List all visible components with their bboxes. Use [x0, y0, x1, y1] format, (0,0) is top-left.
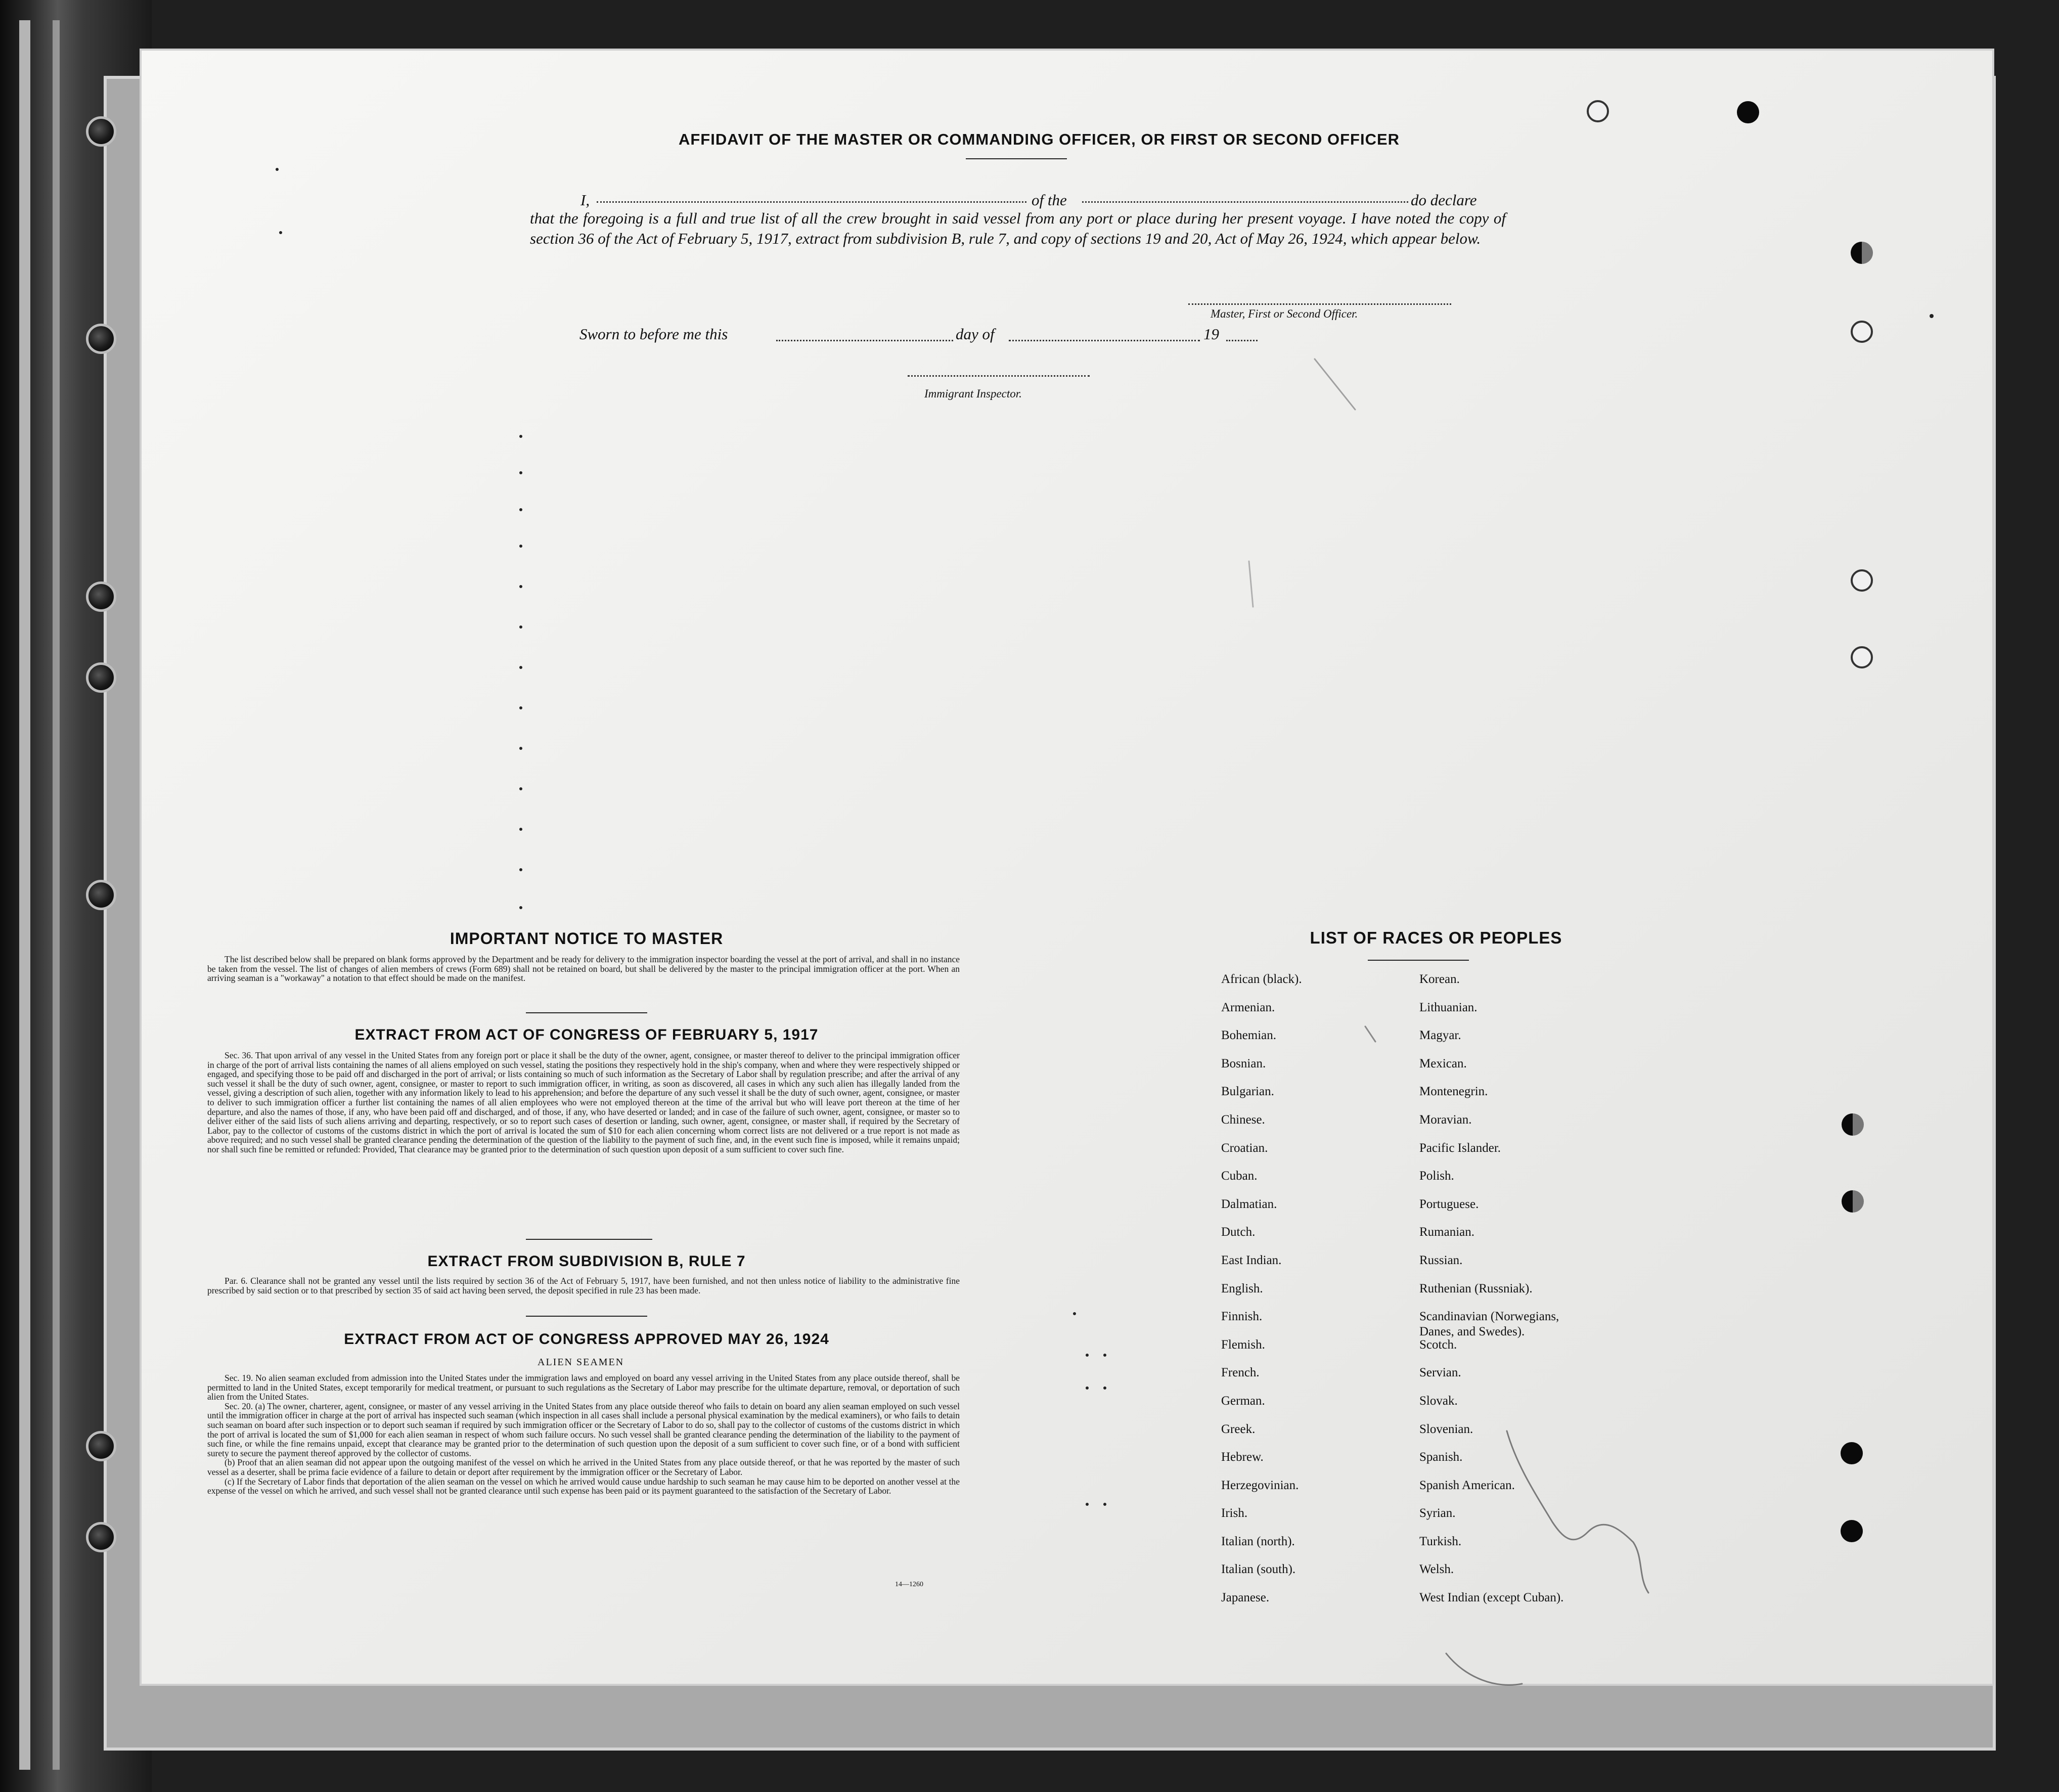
race-item: Ruthenian (Russniak). — [1419, 1281, 1533, 1295]
sec-20b-paragraph: (b) Proof that an alien seaman did not appear upon the outgoing manifest of the vessel on which he arrived in the United States from any place outside thereof, or that he was reported by the master of such vessel as a deserter, shall be prima facie evidence of a failure to detain or deport after requirement by the immigration officer or the Secretary of Labor. — [207, 1457, 960, 1477]
race-item: Turkish. — [1419, 1534, 1462, 1548]
extract-1917-title: EXTRACT FROM ACT OF CONGRESS OF FEBRUARY 5, 1917 — [354, 1026, 819, 1043]
race-item: Cuban. — [1221, 1169, 1258, 1183]
race-item: Bulgarian. — [1221, 1085, 1274, 1099]
race-item: Pacific Islander. — [1419, 1141, 1501, 1155]
par-6-paragraph: Par. 6. Clearance shall not be granted any vessel until the lists required by section 36 of the Act of February 5, 1917, have been furnished, and not then unless notice of liability to the administrative fine prescribed by said section or to that prescribed by section 35 of said act having been served, the deposit specified in rule 23 has been made. — [207, 1276, 960, 1295]
race-item: Syrian. — [1419, 1506, 1456, 1520]
stray-dot — [1086, 1386, 1089, 1390]
race-item: Welsh. — [1419, 1562, 1454, 1577]
race-item: Croatian. — [1221, 1141, 1268, 1155]
race-item: Armenian. — [1221, 1000, 1275, 1014]
stray-dot — [519, 706, 522, 709]
master-signature-caption: Master, First or Second Officer. — [1211, 307, 1358, 320]
pen-stroke — [1446, 1653, 1522, 1685]
race-item: Montenegrin. — [1419, 1085, 1488, 1099]
race-item: Spanish. — [1419, 1450, 1463, 1464]
affidavit-body: that the foregoing is a full and true list of all the crew brought in said vessel from any port or place during her present voyage. I have noted the copy of section 36 of the Act of February 5, 1917, extract from subdivision B, rule 7, and copy of sections 19 and 20, Act of May 26, 1924, which appear below. — [530, 209, 1506, 247]
race-item: Italian (north). — [1221, 1534, 1295, 1548]
races-title: LIST OF RACES OR PEOPLES — [1310, 928, 1562, 947]
race-item: Italian (south). — [1221, 1562, 1296, 1577]
sec-36-paragraph: Sec. 36. That upon arrival of any vessel in the United States from any foreign port or place it shall be the duty of the owner, agent, consignee, or master thereof to deliver to the principal immigration officer in charge of the port of arrival lists containing the names of all aliens employed on such vessel, stating the positions they respectively hold in the ship's company, when and where they were respectively shipped or engaged, and specifying those to be paid off and discharged in the port of arrival; or lists containing so much of such information as the Secretary of Labor shall by regulation prescribe; and after the arrival of any such vessel it shall be the duty of such owner, agent, consignee, or master to report to such immigration officer, in writing, as soon as discovered, all cases in which any such alien has illegally landed from the vessel, giving a description of such alien, together with any information likely to lead to his apprehension; and before the departure of any such vessel it shall be the duty of such owner, agent, consignee, or master to deliver to such immigration officer a further list containing the names of all alien employees who were not employed thereon at the time of the arrival but who will leave port thereon at the time of her departure, and also the names of those, if any, who have been paid off and discharged, and of those, if any, who have deserted or landed; and in case of the failure of such owner, agent, consignee, or master so to deliver either of the said lists of such aliens arriving and departing, respectively, or so to report such cases of desertion or landing, such owner, agent, consignee, or master shall, if required by the Secretary of Labor, pay to the collector of customs of the customs district in which the port of arrival is located the sum of $10 for each alien concerning whom correct lists are not delivered or a true report is not made as above required; and no such vessel shall be granted clearance pending the determination of the question of the liability to the payment of such fine, and, in the event such fine is imposed, while it remains unpaid; nor shall such fine be remitted or refunded: Provided, That clearance may be granted prior to the determination of such question upon deposit of a sum sufficient to cover such fine. — [207, 1050, 960, 1154]
race-item: Scandinavian (Norwegians, Danes, and Swedes). — [1419, 1310, 1559, 1339]
race-item: Lithuanian. — [1419, 1000, 1478, 1014]
race-item: Hebrew. — [1221, 1450, 1264, 1464]
race-item: Finnish. — [1221, 1310, 1263, 1324]
notice-master-paragraph: The list described below shall be prepared on blank forms approved by the Department and be ready for delivery to the immigration inspector boarding the vessel at the port of arrival, and shall in no instance be taken from the vessel. The list of changes of alien members of crews (Form 689) shall not be retained on board, but shall be delivered by the master to the principal immigration officer at the port. When an arriving seaman is a "workaway" a notation to that effect should be made on the manifest. — [207, 954, 960, 983]
pen-stroke — [1315, 359, 1355, 410]
pen-stroke — [1249, 561, 1253, 607]
stray-dot — [519, 625, 522, 629]
race-item: Dalmatian. — [1221, 1197, 1277, 1211]
stray-dot — [1103, 1386, 1106, 1390]
affidavit-of-the-label: of the — [1032, 191, 1067, 209]
stray-dot — [1930, 314, 1934, 318]
day-of-label: day of — [956, 325, 995, 343]
stray-dot — [519, 747, 522, 750]
stray-dot — [519, 435, 522, 438]
race-item: Slovak. — [1419, 1394, 1458, 1408]
extract-rule7-title: EXTRACT FROM SUBDIVISION B, RULE 7 — [427, 1253, 746, 1270]
extract-1924-title: EXTRACT FROM ACT OF CONGRESS APPROVED MAY 26, 1924 — [344, 1331, 829, 1348]
race-item: Greek. — [1221, 1422, 1256, 1436]
affidavit-declare-label: do declare — [1411, 191, 1477, 209]
race-item: French. — [1221, 1366, 1260, 1380]
inspector-caption: Immigrant Inspector. — [924, 387, 1022, 400]
stray-dot — [1073, 1312, 1076, 1315]
race-item: Herzegovinian. — [1221, 1478, 1299, 1492]
race-item: West Indian (except Cuban). — [1419, 1591, 1564, 1605]
race-item: Japanese. — [1221, 1591, 1270, 1605]
stray-dot — [519, 508, 522, 511]
race-item: Mexican. — [1419, 1056, 1467, 1070]
sec-20a-paragraph: Sec. 20. (a) The owner, charterer, agent, consignee, or master of any vessel arriving in the United States from any place outside thereof who fails to detain on board any alien seaman employed on such vessel until the immigration officer in charge at the port of arrival has inspected such seaman (which inspection in all cases shall include a personal physical examination by the medical examiners), or who fails to detain such seaman on board after such inspection or to deport such seaman if required by such immigration officer or the Secretary of Labor to do so, shall pay to the collector of customs of the customs district in which the port of arrival is located the sum of $1,000 for each alien seaman in respect of whom such failure occurs. No such vessel shall be granted clearance pending the determination of the liability to the payment of such fine, or while the fine remains unpaid, except that clearance may be granted prior to the determination of such question upon the deposit of a sum sufficient to cover such fine, or of a bond with sufficient surety to secure the payment thereof approved by the collector of customs. — [207, 1401, 960, 1458]
race-item: Rumanian. — [1419, 1225, 1475, 1239]
year-prefix: 19 — [1203, 325, 1219, 343]
sworn-label: Sworn to before me this — [579, 325, 728, 343]
race-item: Magyar. — [1419, 1028, 1461, 1043]
stray-dot — [519, 545, 522, 548]
race-item: Portuguese. — [1419, 1197, 1479, 1211]
race-item: Irish. — [1221, 1506, 1248, 1520]
race-item: African (black). — [1221, 972, 1302, 986]
race-item: Scotch. — [1419, 1337, 1457, 1352]
race-item: Servian. — [1419, 1366, 1461, 1380]
race-item: Moravian. — [1419, 1112, 1472, 1127]
race-item: Chinese. — [1221, 1112, 1265, 1127]
race-item: Polish. — [1419, 1169, 1454, 1183]
stray-dot — [519, 828, 522, 831]
race-item: Russian. — [1419, 1253, 1463, 1267]
pen-stroke — [1507, 1431, 1648, 1593]
race-item: Flemish. — [1221, 1337, 1265, 1352]
stray-dot — [519, 787, 522, 790]
pen-stroke — [1365, 1026, 1375, 1042]
race-item: Slovenian. — [1419, 1422, 1473, 1436]
race-item: East Indian. — [1221, 1253, 1282, 1267]
race-item: Spanish American. — [1419, 1478, 1515, 1492]
affidavit-i-label: I, — [580, 191, 590, 209]
stray-dot — [519, 666, 522, 669]
stray-dot — [279, 231, 282, 234]
notice-master-title: IMPORTANT NOTICE TO MASTER — [450, 929, 724, 948]
race-item: Bosnian. — [1221, 1056, 1266, 1070]
race-item: English. — [1221, 1281, 1263, 1295]
stray-dot — [519, 585, 522, 588]
race-item: Dutch. — [1221, 1225, 1256, 1239]
stray-dot — [1103, 1503, 1106, 1506]
stray-dot — [1103, 1354, 1106, 1357]
sec-19-paragraph: Sec. 19. No alien seaman excluded from admission into the United States under the immigration laws and employed on board any vessel arriving in the United States from any place outside thereof, shall be permitted to land in the United States, except temporarily for medical treatment, or pursuant to such regulations as the Secretary of Labor may prescribe for the ultimate departure, removal, or deportation of such alien from the United States. — [207, 1373, 960, 1402]
race-item: German. — [1221, 1394, 1265, 1408]
stray-dot — [276, 168, 279, 171]
stray-dot — [519, 471, 522, 474]
form-number: 14—1260 — [895, 1581, 923, 1588]
stray-dot — [519, 868, 522, 871]
race-item: Bohemian. — [1221, 1028, 1277, 1043]
sec-20c-paragraph: (c) If the Secretary of Labor finds that deportation of the alien seaman on the vessel on which he arrived would cause undue hardship to such seaman he may cause him to be deported on another vessel at the expense of the vessel on which he arrived, and such vessel shall not be granted clearance until such expense has been paid or its payment guaranteed to the satisfaction of the Secretary of Labor. — [207, 1476, 960, 1496]
stray-dot — [1086, 1354, 1089, 1357]
stray-dot — [1086, 1503, 1089, 1506]
alien-seamen-subtitle: ALIEN SEAMEN — [538, 1357, 624, 1368]
affidavit-title: AFFIDAVIT OF THE MASTER OR COMMANDING OFFICER, OR FIRST OR SECOND OFFICER — [678, 130, 1400, 148]
race-item: Korean. — [1419, 972, 1460, 986]
stray-dot — [519, 906, 522, 909]
